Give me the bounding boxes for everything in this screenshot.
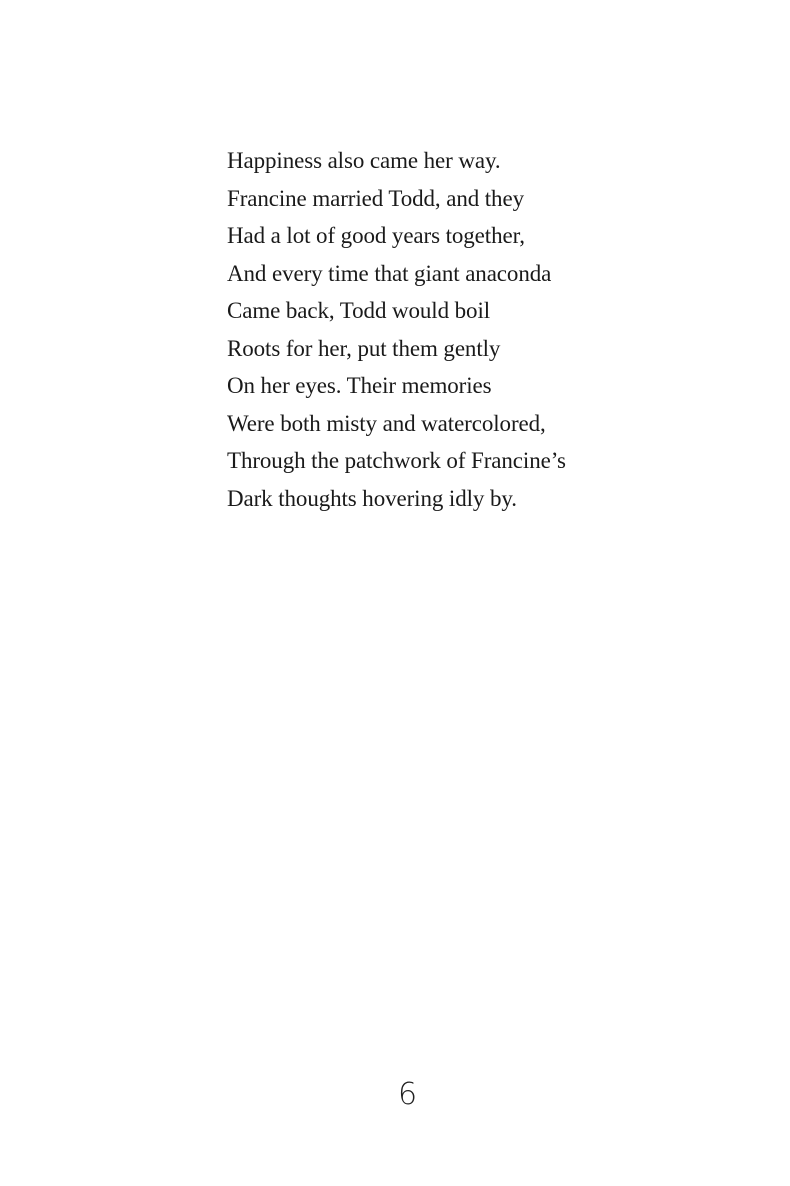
poem-line: Happiness also came her way. <box>227 148 501 173</box>
page-number: 6 <box>397 1077 418 1112</box>
poem-stanza <box>227 142 566 517</box>
poem-line: Roots for her, put them gently <box>227 335 501 361</box>
poem-line: Dark thoughts hovering idly by. <box>227 485 517 511</box>
poem-line: And every time that giant anaconda <box>227 260 552 286</box>
poem-line: Through the patchwork of Francine’s <box>227 448 566 473</box>
poem-line: Had a lot of good years together, <box>227 223 525 248</box>
poem-line: Francine married Todd, and they <box>227 185 524 211</box>
poem-line: Were both misty and watercolored, <box>227 410 546 436</box>
poem-line: Came back, Todd would boil <box>227 298 491 323</box>
poem-line: On her eyes. Their memories <box>227 373 492 398</box>
